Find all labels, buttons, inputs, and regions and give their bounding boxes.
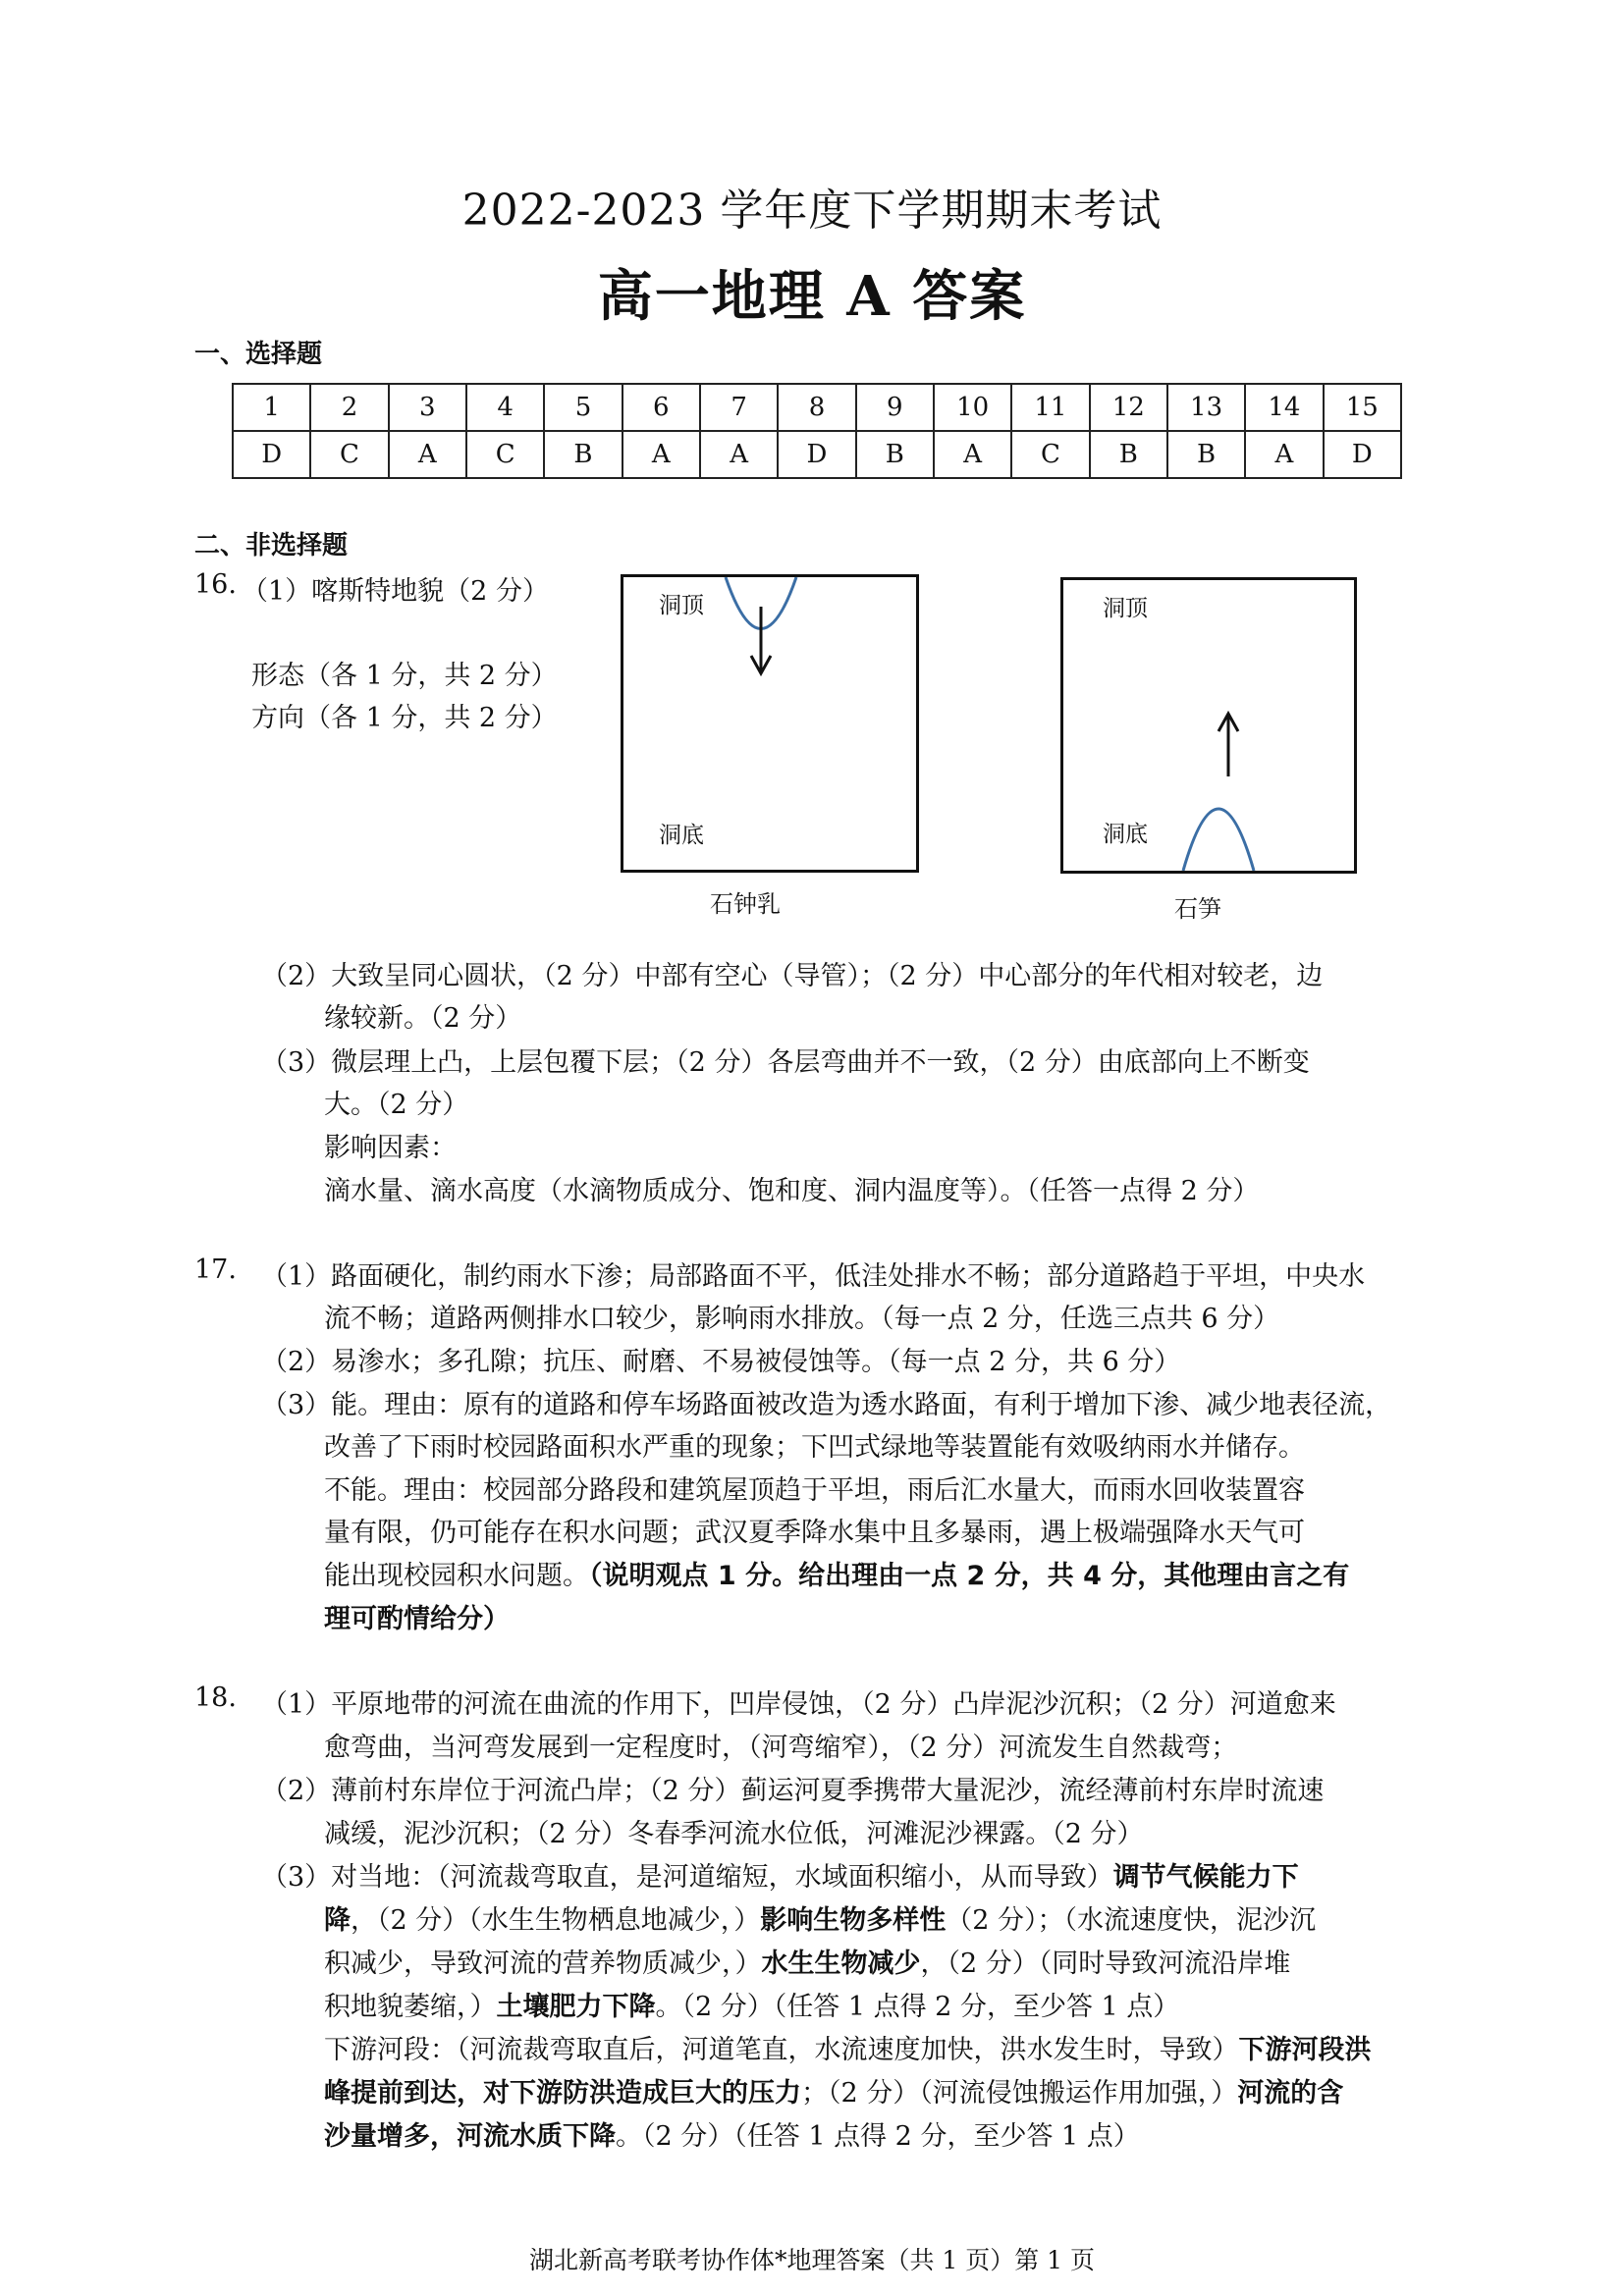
q17-part3-line5-text: 能出现校园积水问题。: [324, 1561, 589, 1591]
q18-number: 18.: [194, 1682, 237, 1713]
answer-cell: B: [1090, 431, 1167, 478]
answer-cell: C: [466, 431, 544, 478]
q18-key-point: 降: [324, 1905, 351, 1936]
q18-key-point: 土壤肥力下降: [496, 1992, 656, 2022]
question-number-cell: 6: [623, 384, 700, 431]
q18-text: ；（2 分）（河流侵蚀搬运作用加强，）: [801, 2078, 1238, 2109]
q17-number: 17.: [194, 1255, 237, 1285]
section-nonchoice-title: 二、非选择题: [194, 531, 349, 561]
cave-bottom-label: 洞底: [659, 823, 704, 848]
answer-title: 高一地理 A 答案: [597, 264, 1027, 329]
stalagmite-caption: 石笋: [1174, 895, 1221, 923]
q18-part3-line6: [324, 2071, 1343, 2109]
answer-cell: A: [389, 431, 466, 478]
question-number-cell: 1: [233, 384, 310, 431]
q18-key-point: 下游河段洪: [1238, 2035, 1372, 2065]
q16-part2-line1: （2）大致呈同心圆状，（2 分）中部有空心（导管）；（2 分）中心部分的年代相对较老，边: [261, 961, 1324, 991]
question-number-row: [233, 384, 1401, 431]
question-number-cell: 7: [700, 384, 778, 431]
q18-key-point: 峰提前到达，对下游防洪造成巨大的压力: [324, 2078, 801, 2109]
q16-part2-line2: 缘较新。（2 分）: [324, 1003, 522, 1034]
question-number-cell: 15: [1324, 384, 1401, 431]
page-footer: 湖北新高考联考协作体*地理答案（共 1 页）第 1 页: [528, 2246, 1096, 2274]
q18-key-point: 沙量增多，河流水质下降: [324, 2121, 616, 2152]
q18-text: （2 分）；（水流速度快，泥沙沉: [946, 1905, 1317, 1936]
q16-part3-line2: 大。（2 分）: [324, 1090, 469, 1120]
q16-part3-line1: （3）微层理上凸，上层包覆下层；（2 分）各层弯曲并不一致，（2 分）由底部向上不断变: [261, 1047, 1310, 1078]
answer-cell: A: [700, 431, 778, 478]
q18-key-point: 影响生物多样性: [760, 1905, 947, 1936]
stalactite-caption: 石钟乳: [710, 890, 781, 918]
cave-top-label: 洞顶: [659, 593, 704, 618]
answer-cell: A: [1245, 431, 1323, 478]
stalagmite-curve: [1183, 809, 1254, 871]
question-number-cell: 10: [934, 384, 1011, 431]
answer-cell: B: [544, 431, 622, 478]
cave-top-label: 洞顶: [1103, 596, 1148, 621]
q18-text: 。（2 分）（任答 1 点得 2 分，至少答 1 点）: [616, 2121, 1140, 2152]
question-number-cell: 13: [1167, 384, 1245, 431]
q18-part1-line1: （1）平原地带的河流在曲流的作用下，凹岸侵蚀，（2 分）凸岸泥沙沉积；（2 分）河道愈来: [261, 1689, 1336, 1720]
q18-key-point: 水生生物减少: [761, 1949, 921, 1979]
question-number-cell: 12: [1090, 384, 1167, 431]
q18-text: ，（2 分）（水生生物栖息地减少，）: [351, 1905, 761, 1936]
q17-scoring-note: （说明观点 1 分。给出理由一点 2 分，共 4 分，其他理由言之有: [589, 1561, 1350, 1591]
q16-form: 形态（各 1 分，共 2 分）: [251, 661, 558, 691]
q17-part3-line2: 改善了下雨时校园路面积水严重的现象；下凹式绿地等装置能有效吸纳雨水并储存。: [324, 1432, 1305, 1463]
answer-cell: D: [778, 431, 855, 478]
q17-part1-line1: （1）路面硬化，制约雨水下渗；局部路面不平，低洼处排水不畅；部分道路趋于平坦，中央水: [261, 1261, 1366, 1292]
exam-title: 2022-2023 学年度下学期期末考试: [461, 186, 1163, 236]
q18-part2-line1: （2）薄前村东岸位于河流凸岸；（2 分）蓟运河夏季携带大量泥沙，流经薄前村东岸时流速: [261, 1776, 1325, 1806]
q18-part3-line7: [324, 2114, 1140, 2153]
question-number-cell: 5: [544, 384, 622, 431]
q18-text: 下游河段：（河流裁弯取直后，河道笔直，水流速度加快，洪水发生时，导致）: [324, 2035, 1239, 2065]
stalagmite-drawing: [1063, 580, 1354, 871]
answer-row: [233, 431, 1401, 478]
question-number-cell: 2: [310, 384, 388, 431]
q18-part3-line2: [324, 1898, 1316, 1937]
q18-text: 。（2 分）（任答 1 点得 2 分，至少答 1 点）: [655, 1992, 1180, 2022]
question-number-cell: 11: [1011, 384, 1089, 431]
q17-part2: （2）易渗水；多孔隙；抗压、耐磨、不易被侵蚀等。（每一点 2 分，共 6 分）: [261, 1347, 1181, 1377]
q18-text: 积减少，导致河流的营养物质减少，）: [324, 1949, 762, 1979]
question-number-cell: 8: [778, 384, 855, 431]
q18-part1-line2: 愈弯曲，当河弯发展到一定程度时，（河弯缩窄），（2 分）河流发生自然裁弯；: [324, 1733, 1238, 1763]
q18-key-point: 调节气候能力下: [1112, 1862, 1299, 1893]
q18-part3-line4: [324, 1985, 1179, 2023]
q18-part3-line3: [324, 1942, 1290, 1980]
question-number-cell: 9: [856, 384, 934, 431]
q18-text: 积地貌萎缩，）: [324, 1992, 497, 2022]
q17-part3-line4: 量有限，仍可能存在积水问题；武汉夏季降水集中且多暴雨，遇上极端强降水天气可: [324, 1518, 1305, 1548]
q18-part2-line2: 减缓，泥沙沉积；（2 分）冬春季河流水位低，河滩泥沙裸露。（2 分）: [324, 1819, 1144, 1849]
q16-direction: 方向（各 1 分，共 2 分）: [251, 703, 558, 733]
q16-part3-line4: 滴水量、滴水高度（水滴物质成分、饱和度、洞内温度等）。（任答一点得 2 分）: [324, 1176, 1260, 1206]
q17-part3-line1: （3）能。理由：原有的道路和停车场路面被改造为透水路面，有利于增加下渗、减少地表径流，: [261, 1390, 1392, 1420]
cave-bottom-label: 洞底: [1103, 822, 1148, 847]
q17-part1-line2: 流不畅；道路两侧排水口较少，影响雨水排放。（每一点 2 分，任选三点共 6 分）: [324, 1304, 1280, 1334]
q18-text: ，（2 分）（同时导致河流沿岸堆: [920, 1949, 1291, 1979]
answer-cell: A: [623, 431, 700, 478]
q17-part3-line3: 不能。理由：校园部分路段和建筑屋顶趋于平坦，雨后汇水量大，而雨水回收装置容: [324, 1475, 1305, 1506]
stalactite-drawing: [623, 577, 916, 870]
question-number-cell: 14: [1245, 384, 1323, 431]
q17-scoring-note-end: 理可酌情给分）: [324, 1604, 510, 1634]
choice-answer-table: [232, 383, 1402, 479]
question-number-cell: 3: [389, 384, 466, 431]
q16-part1: （1）喀斯特地貌（2 分）: [242, 576, 549, 607]
q18-key-point: 河流的含: [1237, 2078, 1344, 2109]
answer-cell: A: [934, 431, 1011, 478]
answer-cell: B: [856, 431, 934, 478]
q18-part3-line1: [261, 1855, 1299, 1894]
answer-cell: C: [1011, 431, 1089, 478]
section-choice-title: 一、选择题: [194, 340, 323, 369]
q18-text: （3）对当地：（河流裁弯取直，是河道缩短，水域面积缩小，从而导致）: [261, 1862, 1113, 1893]
answer-cell: D: [1324, 431, 1401, 478]
stalactite-diagram: [621, 574, 919, 873]
q18-part3-line5: [324, 2028, 1372, 2066]
question-number-cell: 4: [466, 384, 544, 431]
q17-part3-line5: [324, 1554, 1349, 1592]
q16-part3-line3: 影响因素：: [324, 1133, 457, 1163]
answer-cell: C: [310, 431, 388, 478]
answer-cell: B: [1167, 431, 1245, 478]
answer-cell: D: [233, 431, 310, 478]
q16-number: 16.: [194, 569, 237, 600]
stalagmite-diagram: [1060, 577, 1357, 874]
